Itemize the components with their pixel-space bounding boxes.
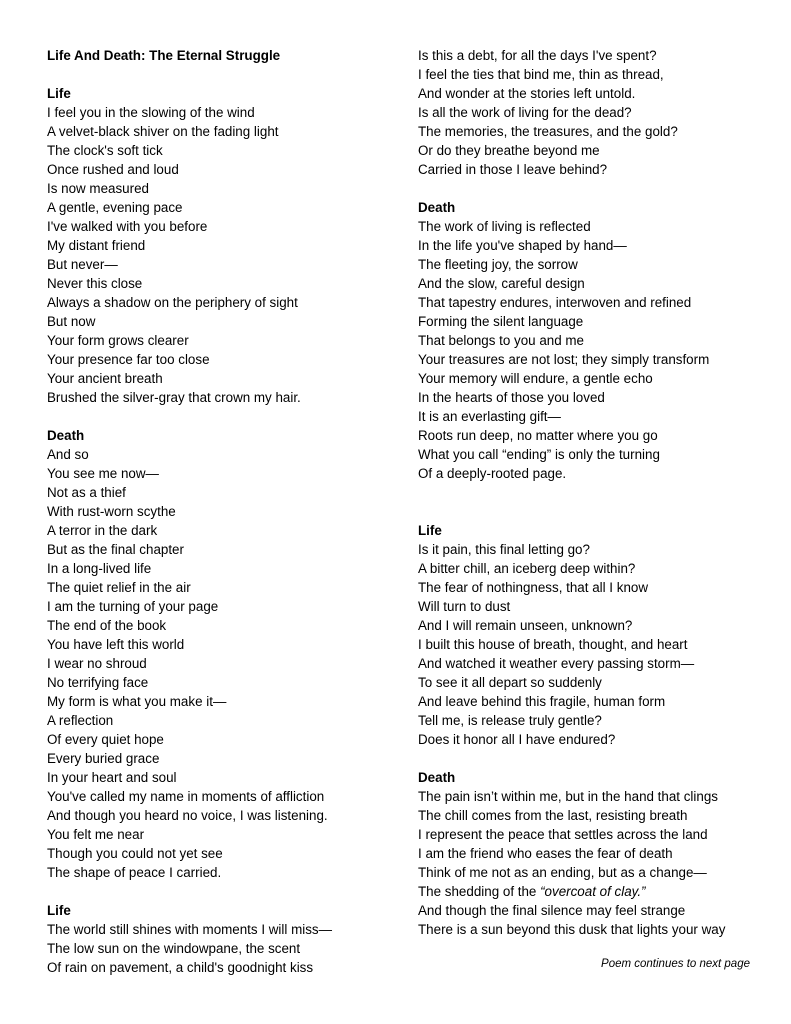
stanza-heading: Death <box>47 428 85 443</box>
poem-line: The shape of peace I carried. <box>47 865 222 880</box>
stanza-life-1 <box>47 84 387 407</box>
poem-line: The chill comes from the last, resisting breath <box>418 808 688 823</box>
poem-line: And watched it weather every passing storm— <box>418 656 695 671</box>
stanza-heading: Life <box>47 903 71 918</box>
poem-line: Brushed the silver-gray that crown my hair. <box>47 390 301 405</box>
stanza-death-3 <box>418 768 758 939</box>
poem-line: Is this a debt, for all the days I've spent? <box>418 48 657 63</box>
poem-line: I represent the peace that settles across the land <box>418 827 708 842</box>
poem-line: That tapestry endures, interwoven and refined <box>418 295 692 310</box>
poem-line: The quiet relief in the air <box>47 580 191 595</box>
poem-line: And wonder at the stories left untold. <box>418 86 636 101</box>
poem-line: The fear of nothingness, that all I know <box>418 580 649 595</box>
poem-line: Of every quiet hope <box>47 732 164 747</box>
poem-line: Of rain on pavement, a child's goodnight kiss <box>47 960 314 975</box>
poem-line: A reflection <box>47 713 114 728</box>
poem-line: Is now measured <box>47 181 149 196</box>
stanza-life-2-continued <box>418 46 758 179</box>
poem-line: A gentle, evening pace <box>47 200 183 215</box>
right-column <box>418 46 758 939</box>
stanza-lines <box>418 217 758 483</box>
poem-line: The fleeting joy, the sorrow <box>418 257 578 272</box>
stanza-lines <box>47 920 387 977</box>
poem-line-emphasis <box>418 882 758 901</box>
stanza-closing-lines <box>418 901 758 939</box>
poem-line: The end of the book <box>47 618 167 633</box>
poem-line: In your heart and soul <box>47 770 177 785</box>
stanza-heading: Death <box>418 200 456 215</box>
poem-line: I am the turning of your page <box>47 599 219 614</box>
poem-line: To see it all depart so suddenly <box>418 675 602 690</box>
poem-line: A velvet-black shiver on the fading light <box>47 124 279 139</box>
stanza-heading: Life <box>47 86 71 101</box>
stanza-lines <box>418 787 758 882</box>
poem-line: And so <box>47 447 89 462</box>
poem-line: Your presence far too close <box>47 352 210 367</box>
poem-line: And the slow, careful design <box>418 276 585 291</box>
poem-line: A bitter chill, an iceberg deep within? <box>418 561 636 576</box>
poem-line: And though you heard no voice, I was listening. <box>47 808 328 823</box>
stanza-life-3 <box>418 521 758 749</box>
poem-title: Life And Death: The Eternal Struggle <box>47 48 281 63</box>
poem-line: Not as a thief <box>47 485 126 500</box>
stanza-lines <box>418 540 758 749</box>
stanza-lines <box>47 103 387 407</box>
poem-line: And I will remain unseen, unknown? <box>418 618 633 633</box>
poem-line: And though the final silence may feel strange <box>418 903 686 918</box>
emphasis-quote: “overcoat of clay.” <box>540 884 646 899</box>
emphasis-prefix: The shedding of the <box>418 884 541 899</box>
poem-line: Once rushed and loud <box>47 162 179 177</box>
poem-line: The low sun on the windowpane, the scent <box>47 941 301 956</box>
poem-line: I feel you in the slowing of the wind <box>47 105 255 120</box>
poem-line: The clock's soft tick <box>47 143 163 158</box>
poem-line: Does it honor all I have endured? <box>418 732 616 747</box>
poem-line: You have left this world <box>47 637 185 652</box>
poem-line: What you call “ending” is only the turning <box>418 447 660 462</box>
poem-line: With rust-worn scythe <box>47 504 176 519</box>
poem-line: Every buried grace <box>47 751 160 766</box>
poem-line: Is it pain, this final letting go? <box>418 542 590 557</box>
poem-line: Tell me, is release truly gentle? <box>418 713 602 728</box>
poem-line: I built this house of breath, thought, and heart <box>418 637 688 652</box>
poem-line: Your treasures are not lost; they simply transform <box>418 352 710 367</box>
poem-line: My form is what you make it— <box>47 694 227 709</box>
poem-line: Will turn to dust <box>418 599 511 614</box>
poem-line: It is an everlasting gift— <box>418 409 561 424</box>
stanza-lines <box>47 445 387 882</box>
poem-line: And leave behind this fragile, human form <box>418 694 666 709</box>
poem-line: But never— <box>47 257 118 272</box>
poem-line: Roots run deep, no matter where you go <box>418 428 658 443</box>
poem-line: I wear no shroud <box>47 656 147 671</box>
poem-line: You felt me near <box>47 827 145 842</box>
poem-line: In a long-lived life <box>47 561 152 576</box>
poem-line: Or do they breathe beyond me <box>418 143 600 158</box>
poem-line: Always a shadow on the periphery of sight <box>47 295 298 310</box>
stanza-heading: Life <box>418 523 442 538</box>
poem-line: The work of living is reflected <box>418 219 591 234</box>
poem-line: Think of me not as an ending, but as a change— <box>418 865 707 880</box>
poem-line: A terror in the dark <box>47 523 158 538</box>
poem-line: I've walked with you before <box>47 219 208 234</box>
left-column <box>47 46 387 977</box>
stanza-death-1 <box>47 426 387 882</box>
poem-line: My distant friend <box>47 238 146 253</box>
poem-line: Your memory will endure, a gentle echo <box>418 371 653 386</box>
poem-line: Is all the work of living for the dead? <box>418 105 632 120</box>
poem-line: No terrifying face <box>47 675 149 690</box>
stanza-heading: Death <box>418 770 456 785</box>
continuation-note: Poem continues to next page <box>601 958 750 970</box>
poem-line: I am the friend who eases the fear of death <box>418 846 673 861</box>
poem-line: In the hearts of those you loved <box>418 390 605 405</box>
poem-line: Of a deeply-rooted page. <box>418 466 567 481</box>
poem-line: In the life you've shaped by hand— <box>418 238 627 253</box>
poem-line: I feel the ties that bind me, thin as thread, <box>418 67 664 82</box>
poem-line: You see me now— <box>47 466 159 481</box>
poem-line: Never this close <box>47 276 143 291</box>
poem-line: The memories, the treasures, and the gold? <box>418 124 678 139</box>
poem-line: That belongs to you and me <box>418 333 585 348</box>
poem-line: Though you could not yet see <box>47 846 223 861</box>
poem-line: But as the final chapter <box>47 542 184 557</box>
stanza-death-2 <box>418 198 758 483</box>
poem-line: Your ancient breath <box>47 371 163 386</box>
poem-line: You've called my name in moments of affliction <box>47 789 325 804</box>
poem-line: But now <box>47 314 96 329</box>
poem-line: Carried in those I leave behind? <box>418 162 608 177</box>
poem-line: The pain isn’t within me, but in the hand that clings <box>418 789 718 804</box>
poem-line: Your form grows clearer <box>47 333 189 348</box>
poem-line: The world still shines with moments I will miss— <box>47 922 332 937</box>
poem-line: Forming the silent language <box>418 314 584 329</box>
poem-line: There is a sun beyond this dusk that lights your way <box>418 922 726 937</box>
stanza-life-2 <box>47 901 387 977</box>
